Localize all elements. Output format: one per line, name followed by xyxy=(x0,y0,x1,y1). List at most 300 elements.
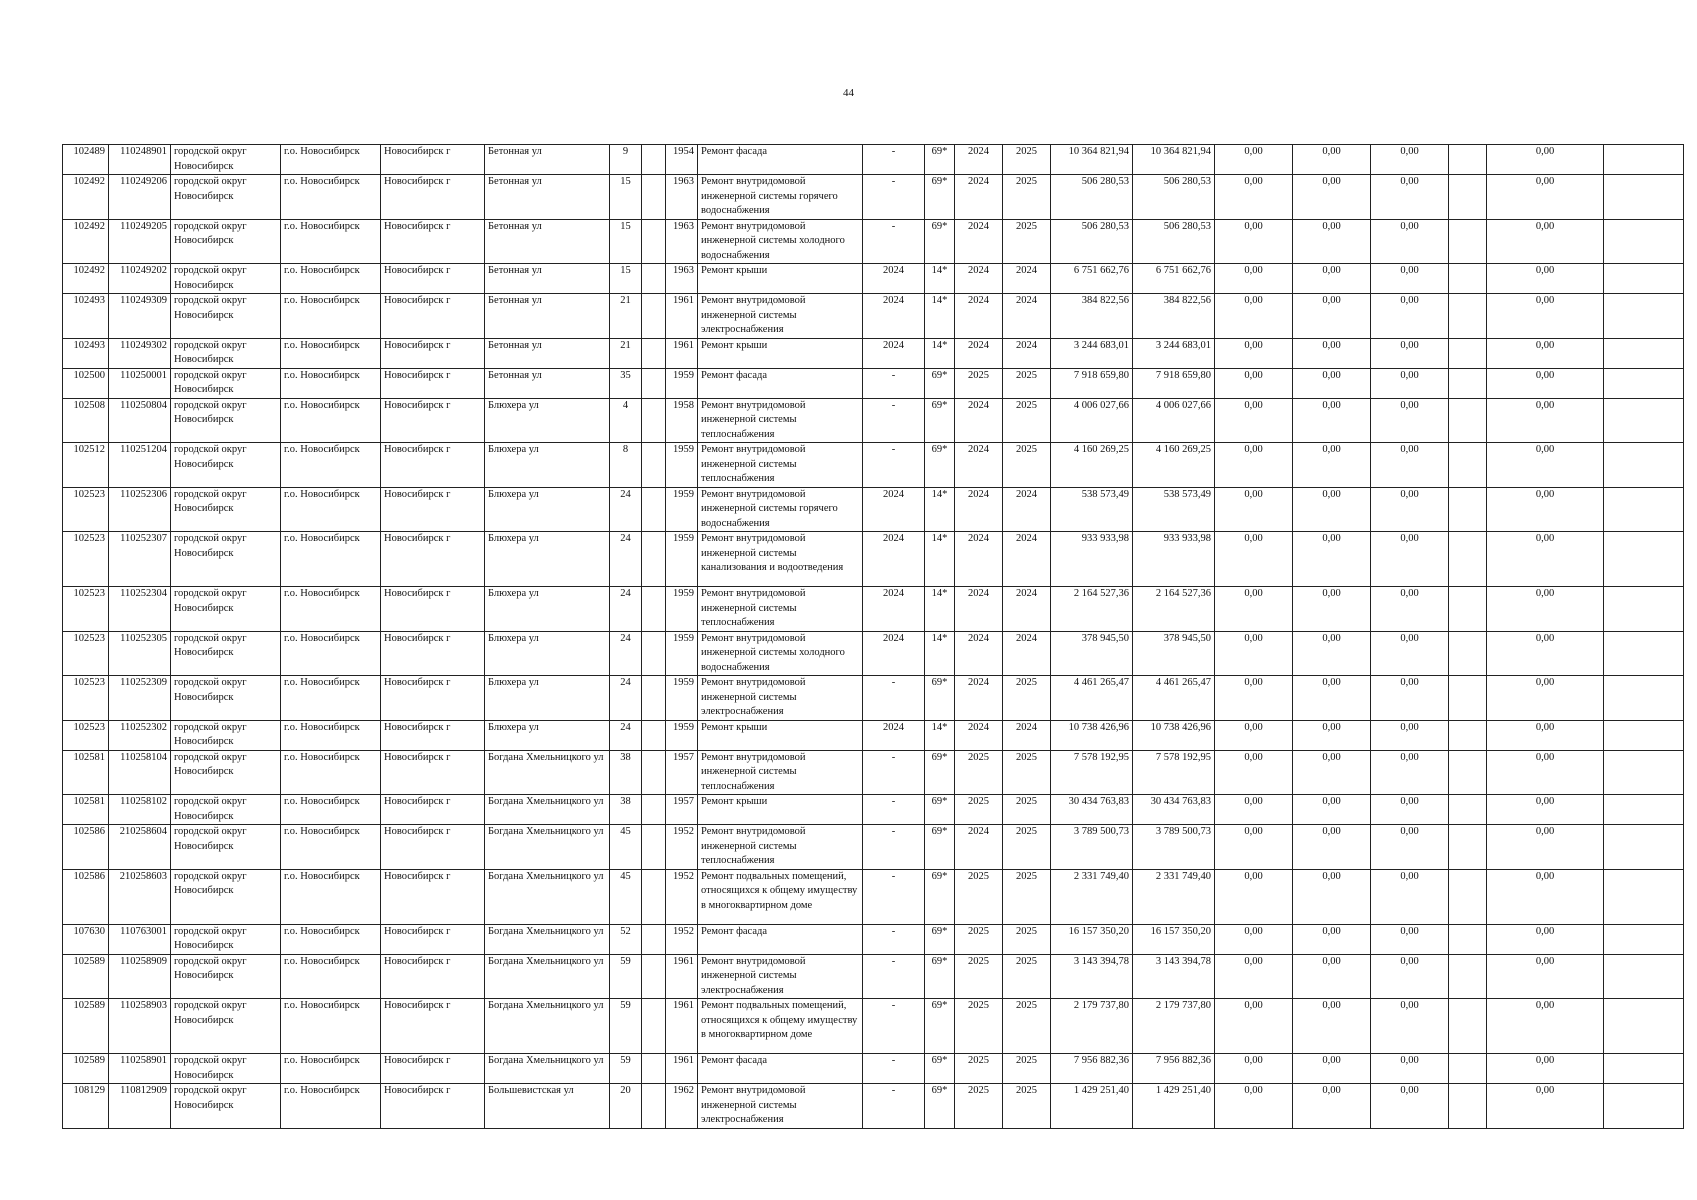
cell-end-year: 2024 xyxy=(1003,720,1051,750)
cell-blank-end xyxy=(1604,750,1684,795)
cell-end-year: 2025 xyxy=(1003,795,1051,825)
cell-end-year: 2024 xyxy=(1003,264,1051,294)
cell-house-number: 38 xyxy=(610,795,642,825)
cell-municipality: городской округ Новосибирск xyxy=(171,676,281,721)
cell-work-id: 110248901 xyxy=(109,145,171,175)
cell-street: Богдана Хмельницкого ул xyxy=(485,1054,610,1084)
cell-norm: 14* xyxy=(925,720,955,750)
cell-total-cost: 384 822,56 xyxy=(1051,294,1133,339)
cell-cost-owners: 0,00 xyxy=(1487,219,1604,264)
cell-municipality: городской округ Новосибирск xyxy=(171,795,281,825)
cell-cost-local: 0,00 xyxy=(1371,825,1449,870)
cell-house-number: 24 xyxy=(610,587,642,632)
cell-house-id: 102523 xyxy=(63,676,109,721)
cell-blank-col xyxy=(1449,750,1487,795)
cell-cost-fund: 3 789 500,73 xyxy=(1133,825,1215,870)
cell-work-id: 110249302 xyxy=(109,338,171,368)
cell-build-year: 1959 xyxy=(666,487,698,532)
cell-house-number: 4 xyxy=(610,398,642,443)
cell-cost-local: 0,00 xyxy=(1371,676,1449,721)
cell-locality: Новосибирск г xyxy=(381,795,485,825)
cell-blank-end xyxy=(1604,720,1684,750)
cell-locality: Новосибирск г xyxy=(381,999,485,1054)
cell-municipality: городской округ Новосибирск xyxy=(171,145,281,175)
cell-house-number: 15 xyxy=(610,219,642,264)
cell-cost-federal: 0,00 xyxy=(1215,338,1293,368)
cell-street: Блюхера ул xyxy=(485,631,610,676)
cell-house-id: 108129 xyxy=(63,1084,109,1129)
cell-build-year: 1961 xyxy=(666,954,698,999)
cell-blank-col xyxy=(1449,532,1487,587)
cell-locality: Новосибирск г xyxy=(381,145,485,175)
cell-cost-owners: 0,00 xyxy=(1487,750,1604,795)
cell-house-number: 59 xyxy=(610,954,642,999)
cell-locality: Новосибирск г xyxy=(381,398,485,443)
cell-street: Бетонная ул xyxy=(485,175,610,220)
cell-blank-end xyxy=(1604,175,1684,220)
cell-norm: 69* xyxy=(925,869,955,924)
cell-year-plan: - xyxy=(863,145,925,175)
cell-build-year: 1952 xyxy=(666,825,698,870)
table-body xyxy=(63,145,1684,1129)
cell-cost-fund: 384 822,56 xyxy=(1133,294,1215,339)
cell-building xyxy=(642,1084,666,1129)
cell-cost-regional: 0,00 xyxy=(1293,750,1371,795)
cell-build-year: 1957 xyxy=(666,750,698,795)
cell-year-plan: - xyxy=(863,443,925,488)
cell-end-year: 2025 xyxy=(1003,954,1051,999)
cell-cost-fund: 378 945,50 xyxy=(1133,631,1215,676)
cell-blank-col xyxy=(1449,999,1487,1054)
cell-cost-regional: 0,00 xyxy=(1293,532,1371,587)
cell-total-cost: 538 573,49 xyxy=(1051,487,1133,532)
cell-cost-federal: 0,00 xyxy=(1215,398,1293,443)
cell-cost-local: 0,00 xyxy=(1371,999,1449,1054)
cell-start-year: 2024 xyxy=(955,487,1003,532)
cell-work-id: 110249202 xyxy=(109,264,171,294)
table-row xyxy=(63,294,1684,339)
cell-work-type: Ремонт внутридомовой инженерной системы теплоснабжения xyxy=(698,825,863,870)
cell-locality: Новосибирск г xyxy=(381,175,485,220)
cell-total-cost: 933 933,98 xyxy=(1051,532,1133,587)
cell-end-year: 2025 xyxy=(1003,368,1051,398)
cell-cost-fund: 7 956 882,36 xyxy=(1133,1054,1215,1084)
cell-blank-end xyxy=(1604,587,1684,632)
cell-building xyxy=(642,1054,666,1084)
cell-cost-local: 0,00 xyxy=(1371,1054,1449,1084)
cell-build-year: 1963 xyxy=(666,264,698,294)
cell-cost-regional: 0,00 xyxy=(1293,999,1371,1054)
cell-building xyxy=(642,368,666,398)
cell-year-plan: - xyxy=(863,368,925,398)
cell-cost-local: 0,00 xyxy=(1371,219,1449,264)
cell-cost-local: 0,00 xyxy=(1371,631,1449,676)
cell-year-plan: 2024 xyxy=(863,587,925,632)
cell-municipality: городской округ Новосибирск xyxy=(171,294,281,339)
cell-cost-fund: 3 244 683,01 xyxy=(1133,338,1215,368)
cell-norm: 14* xyxy=(925,294,955,339)
cell-blank-end xyxy=(1604,219,1684,264)
cell-cost-owners: 0,00 xyxy=(1487,264,1604,294)
cell-municipality: городской округ Новосибирск xyxy=(171,368,281,398)
cell-cost-fund: 7 578 192,95 xyxy=(1133,750,1215,795)
cell-year-plan: - xyxy=(863,1054,925,1084)
cell-work-type: Ремонт подвальных помещений, относящихся к общему имуществу в многоквартирном доме xyxy=(698,999,863,1054)
cell-locality: Новосибирск г xyxy=(381,869,485,924)
cell-building xyxy=(642,264,666,294)
cell-locality: Новосибирск г xyxy=(381,264,485,294)
cell-house-id: 102589 xyxy=(63,999,109,1054)
table-row xyxy=(63,1084,1684,1129)
cell-locality: Новосибирск г xyxy=(381,954,485,999)
cell-street: Блюхера ул xyxy=(485,532,610,587)
cell-blank-col xyxy=(1449,1084,1487,1129)
table-row xyxy=(63,398,1684,443)
cell-cost-regional: 0,00 xyxy=(1293,398,1371,443)
cell-total-cost: 1 429 251,40 xyxy=(1051,1084,1133,1129)
cell-blank-end xyxy=(1604,145,1684,175)
cell-norm: 69* xyxy=(925,924,955,954)
cell-cost-local: 0,00 xyxy=(1371,795,1449,825)
cell-municipality: городской округ Новосибирск xyxy=(171,175,281,220)
cell-total-cost: 506 280,53 xyxy=(1051,219,1133,264)
cell-locality: Новосибирск г xyxy=(381,676,485,721)
cell-total-cost: 4 160 269,25 xyxy=(1051,443,1133,488)
cell-build-year: 1959 xyxy=(666,720,698,750)
cell-street: Богдана Хмельницкого ул xyxy=(485,924,610,954)
cell-house-id: 102586 xyxy=(63,869,109,924)
cell-cost-fund: 4 160 269,25 xyxy=(1133,443,1215,488)
cell-work-id: 110252306 xyxy=(109,487,171,532)
cell-start-year: 2024 xyxy=(955,219,1003,264)
cell-locality: Новосибирск г xyxy=(381,750,485,795)
cell-build-year: 1963 xyxy=(666,175,698,220)
cell-building xyxy=(642,487,666,532)
cell-cost-local: 0,00 xyxy=(1371,175,1449,220)
cell-work-type: Ремонт внутридомовой инженерной системы горячего водоснабжения xyxy=(698,487,863,532)
cell-cost-federal: 0,00 xyxy=(1215,368,1293,398)
cell-house-number: 24 xyxy=(610,532,642,587)
cell-house-id: 102492 xyxy=(63,219,109,264)
cell-work-id: 110252309 xyxy=(109,676,171,721)
table-row xyxy=(63,368,1684,398)
cell-cost-owners: 0,00 xyxy=(1487,999,1604,1054)
cell-cost-owners: 0,00 xyxy=(1487,825,1604,870)
cell-work-type: Ремонт внутридомовой инженерной системы электроснабжения xyxy=(698,294,863,339)
cell-year-plan: - xyxy=(863,750,925,795)
cell-house-id: 102493 xyxy=(63,294,109,339)
cell-municipal-district: г.о. Новосибирск xyxy=(281,1084,381,1129)
cell-cost-local: 0,00 xyxy=(1371,294,1449,339)
cell-total-cost: 378 945,50 xyxy=(1051,631,1133,676)
cell-build-year: 1954 xyxy=(666,145,698,175)
cell-cost-local: 0,00 xyxy=(1371,720,1449,750)
cell-blank-col xyxy=(1449,1054,1487,1084)
cell-cost-owners: 0,00 xyxy=(1487,443,1604,488)
cell-blank-col xyxy=(1449,825,1487,870)
cell-street: Богдана Хмельницкого ул xyxy=(485,869,610,924)
cell-norm: 69* xyxy=(925,999,955,1054)
cell-total-cost: 4 006 027,66 xyxy=(1051,398,1133,443)
cell-start-year: 2024 xyxy=(955,338,1003,368)
cell-cost-owners: 0,00 xyxy=(1487,294,1604,339)
cell-start-year: 2025 xyxy=(955,869,1003,924)
cell-cost-fund: 506 280,53 xyxy=(1133,219,1215,264)
cell-blank-col xyxy=(1449,175,1487,220)
cell-blank-col xyxy=(1449,587,1487,632)
cell-house-number: 35 xyxy=(610,368,642,398)
cell-municipal-district: г.о. Новосибирск xyxy=(281,869,381,924)
cell-street: Блюхера ул xyxy=(485,720,610,750)
cell-work-type: Ремонт внутридомовой инженерной системы канализования и водоотведения xyxy=(698,532,863,587)
cell-work-id: 110258901 xyxy=(109,1054,171,1084)
cell-municipal-district: г.о. Новосибирск xyxy=(281,676,381,721)
cell-locality: Новосибирск г xyxy=(381,532,485,587)
cell-start-year: 2024 xyxy=(955,264,1003,294)
cell-norm: 69* xyxy=(925,750,955,795)
cell-build-year: 1959 xyxy=(666,631,698,676)
cell-locality: Новосибирск г xyxy=(381,825,485,870)
cell-house-number: 21 xyxy=(610,294,642,339)
cell-cost-regional: 0,00 xyxy=(1293,264,1371,294)
cell-end-year: 2025 xyxy=(1003,676,1051,721)
cell-year-plan: - xyxy=(863,924,925,954)
cell-building xyxy=(642,999,666,1054)
cell-cost-federal: 0,00 xyxy=(1215,1084,1293,1129)
cell-start-year: 2025 xyxy=(955,1054,1003,1084)
cell-work-type: Ремонт крыши xyxy=(698,720,863,750)
table-row xyxy=(63,532,1684,587)
cell-cost-federal: 0,00 xyxy=(1215,720,1293,750)
cell-cost-owners: 0,00 xyxy=(1487,398,1604,443)
cell-house-number: 59 xyxy=(610,999,642,1054)
cell-cost-federal: 0,00 xyxy=(1215,294,1293,339)
cell-locality: Новосибирск г xyxy=(381,924,485,954)
cell-cost-owners: 0,00 xyxy=(1487,924,1604,954)
cell-work-type: Ремонт внутридомовой инженерной системы холодного водоснабжения xyxy=(698,219,863,264)
cell-work-id: 110258102 xyxy=(109,795,171,825)
cell-year-plan: - xyxy=(863,825,925,870)
cell-cost-federal: 0,00 xyxy=(1215,954,1293,999)
cell-build-year: 1962 xyxy=(666,1084,698,1129)
cell-work-id: 110763001 xyxy=(109,924,171,954)
cell-cost-federal: 0,00 xyxy=(1215,1054,1293,1084)
cell-year-plan: - xyxy=(863,398,925,443)
cell-work-type: Ремонт крыши xyxy=(698,338,863,368)
cell-total-cost: 10 364 821,94 xyxy=(1051,145,1133,175)
cell-building xyxy=(642,219,666,264)
cell-work-id: 110249206 xyxy=(109,175,171,220)
cell-end-year: 2025 xyxy=(1003,398,1051,443)
cell-cost-fund: 7 918 659,80 xyxy=(1133,368,1215,398)
cell-house-number: 15 xyxy=(610,264,642,294)
cell-locality: Новосибирск г xyxy=(381,720,485,750)
cell-total-cost: 30 434 763,83 xyxy=(1051,795,1133,825)
cell-work-type: Ремонт фасада xyxy=(698,1054,863,1084)
cell-build-year: 1961 xyxy=(666,294,698,339)
cell-blank-end xyxy=(1604,676,1684,721)
cell-locality: Новосибирск г xyxy=(381,368,485,398)
cell-blank-end xyxy=(1604,869,1684,924)
cell-start-year: 2024 xyxy=(955,145,1003,175)
cell-start-year: 2024 xyxy=(955,398,1003,443)
cell-cost-federal: 0,00 xyxy=(1215,924,1293,954)
cell-build-year: 1952 xyxy=(666,924,698,954)
cell-municipality: городской округ Новосибирск xyxy=(171,720,281,750)
cell-locality: Новосибирск г xyxy=(381,631,485,676)
cell-build-year: 1959 xyxy=(666,676,698,721)
cell-house-id: 102586 xyxy=(63,825,109,870)
cell-building xyxy=(642,443,666,488)
table-row xyxy=(63,487,1684,532)
cell-cost-regional: 0,00 xyxy=(1293,145,1371,175)
cell-house-number: 52 xyxy=(610,924,642,954)
cell-cost-fund: 2 164 527,36 xyxy=(1133,587,1215,632)
cell-cost-federal: 0,00 xyxy=(1215,750,1293,795)
cell-municipality: городской округ Новосибирск xyxy=(171,825,281,870)
table-row xyxy=(63,264,1684,294)
cell-start-year: 2024 xyxy=(955,631,1003,676)
cell-municipal-district: г.о. Новосибирск xyxy=(281,1054,381,1084)
cell-year-plan: - xyxy=(863,676,925,721)
table-row xyxy=(63,338,1684,368)
cell-total-cost: 3 244 683,01 xyxy=(1051,338,1133,368)
cell-cost-local: 0,00 xyxy=(1371,532,1449,587)
cell-cost-local: 0,00 xyxy=(1371,338,1449,368)
cell-work-id: 110250804 xyxy=(109,398,171,443)
cell-municipality: городской округ Новосибирск xyxy=(171,487,281,532)
cell-house-id: 107630 xyxy=(63,924,109,954)
cell-building xyxy=(642,532,666,587)
cell-cost-owners: 0,00 xyxy=(1487,869,1604,924)
cell-work-type: Ремонт внутридомовой инженерной системы теплоснабжения xyxy=(698,398,863,443)
cell-house-id: 102589 xyxy=(63,954,109,999)
cell-blank-col xyxy=(1449,145,1487,175)
cell-cost-federal: 0,00 xyxy=(1215,175,1293,220)
cell-total-cost: 2 331 749,40 xyxy=(1051,869,1133,924)
cell-build-year: 1961 xyxy=(666,338,698,368)
cell-total-cost: 7 956 882,36 xyxy=(1051,1054,1133,1084)
cell-blank-col xyxy=(1449,219,1487,264)
cell-house-number: 21 xyxy=(610,338,642,368)
cell-norm: 69* xyxy=(925,825,955,870)
cell-total-cost: 16 157 350,20 xyxy=(1051,924,1133,954)
cell-cost-local: 0,00 xyxy=(1371,924,1449,954)
cell-blank-col xyxy=(1449,338,1487,368)
cell-house-id: 102500 xyxy=(63,368,109,398)
cell-municipal-district: г.о. Новосибирск xyxy=(281,587,381,632)
cell-cost-regional: 0,00 xyxy=(1293,924,1371,954)
cell-year-plan: - xyxy=(863,954,925,999)
cell-norm: 14* xyxy=(925,631,955,676)
cell-cost-local: 0,00 xyxy=(1371,145,1449,175)
cell-house-id: 102523 xyxy=(63,487,109,532)
cell-municipality: городской округ Новосибирск xyxy=(171,750,281,795)
cell-work-type: Ремонт внутридомовой инженерной системы холодного водоснабжения xyxy=(698,631,863,676)
cell-municipal-district: г.о. Новосибирск xyxy=(281,631,381,676)
cell-work-id: 110252302 xyxy=(109,720,171,750)
cell-norm: 14* xyxy=(925,338,955,368)
table-row xyxy=(63,676,1684,721)
cell-cost-regional: 0,00 xyxy=(1293,587,1371,632)
cell-cost-fund: 6 751 662,76 xyxy=(1133,264,1215,294)
cell-municipality: городской округ Новосибирск xyxy=(171,219,281,264)
cell-cost-fund: 4 461 265,47 xyxy=(1133,676,1215,721)
cell-cost-fund: 506 280,53 xyxy=(1133,175,1215,220)
cell-end-year: 2024 xyxy=(1003,294,1051,339)
cell-locality: Новосибирск г xyxy=(381,294,485,339)
cell-municipal-district: г.о. Новосибирск xyxy=(281,795,381,825)
cell-house-number: 9 xyxy=(610,145,642,175)
cell-total-cost: 3 789 500,73 xyxy=(1051,825,1133,870)
cell-end-year: 2025 xyxy=(1003,443,1051,488)
table-row xyxy=(63,720,1684,750)
cell-cost-fund: 10 364 821,94 xyxy=(1133,145,1215,175)
cell-municipality: городской округ Новосибирск xyxy=(171,631,281,676)
capital-repair-table xyxy=(62,144,1684,1129)
cell-total-cost: 7 578 192,95 xyxy=(1051,750,1133,795)
cell-house-id: 102489 xyxy=(63,145,109,175)
cell-build-year: 1959 xyxy=(666,368,698,398)
table-row xyxy=(63,1054,1684,1084)
cell-end-year: 2025 xyxy=(1003,825,1051,870)
cell-blank-col xyxy=(1449,720,1487,750)
cell-building xyxy=(642,676,666,721)
cell-start-year: 2024 xyxy=(955,587,1003,632)
cell-start-year: 2024 xyxy=(955,720,1003,750)
cell-building xyxy=(642,954,666,999)
cell-work-id: 110258104 xyxy=(109,750,171,795)
cell-norm: 14* xyxy=(925,264,955,294)
cell-year-plan: - xyxy=(863,219,925,264)
cell-municipal-district: г.о. Новосибирск xyxy=(281,954,381,999)
cell-building xyxy=(642,924,666,954)
cell-cost-federal: 0,00 xyxy=(1215,631,1293,676)
cell-cost-local: 0,00 xyxy=(1371,1084,1449,1129)
cell-total-cost: 7 918 659,80 xyxy=(1051,368,1133,398)
cell-work-type: Ремонт внутридомовой инженерной системы горячего водоснабжения xyxy=(698,175,863,220)
cell-locality: Новосибирск г xyxy=(381,219,485,264)
cell-cost-fund: 538 573,49 xyxy=(1133,487,1215,532)
cell-year-plan: - xyxy=(863,1084,925,1129)
cell-work-type: Ремонт внутридомовой инженерной системы теплоснабжения xyxy=(698,587,863,632)
cell-blank-end xyxy=(1604,924,1684,954)
cell-build-year: 1959 xyxy=(666,587,698,632)
cell-blank-end xyxy=(1604,398,1684,443)
cell-start-year: 2025 xyxy=(955,1084,1003,1129)
cell-street: Богдана Хмельницкого ул xyxy=(485,750,610,795)
cell-blank-col xyxy=(1449,294,1487,339)
cell-end-year: 2025 xyxy=(1003,869,1051,924)
cell-locality: Новосибирск г xyxy=(381,338,485,368)
cell-blank-end xyxy=(1604,954,1684,999)
cell-work-id: 110258903 xyxy=(109,999,171,1054)
page-number: 44 xyxy=(843,87,854,99)
cell-cost-regional: 0,00 xyxy=(1293,443,1371,488)
cell-house-id: 102523 xyxy=(63,631,109,676)
cell-year-plan: 2024 xyxy=(863,631,925,676)
cell-norm: 69* xyxy=(925,398,955,443)
cell-house-number: 20 xyxy=(610,1084,642,1129)
cell-cost-regional: 0,00 xyxy=(1293,219,1371,264)
cell-year-plan: - xyxy=(863,999,925,1054)
cell-municipal-district: г.о. Новосибирск xyxy=(281,487,381,532)
cell-street: Богдана Хмельницкого ул xyxy=(485,999,610,1054)
table-row xyxy=(63,924,1684,954)
cell-cost-fund: 2 331 749,40 xyxy=(1133,869,1215,924)
cell-cost-owners: 0,00 xyxy=(1487,954,1604,999)
table-row xyxy=(63,750,1684,795)
